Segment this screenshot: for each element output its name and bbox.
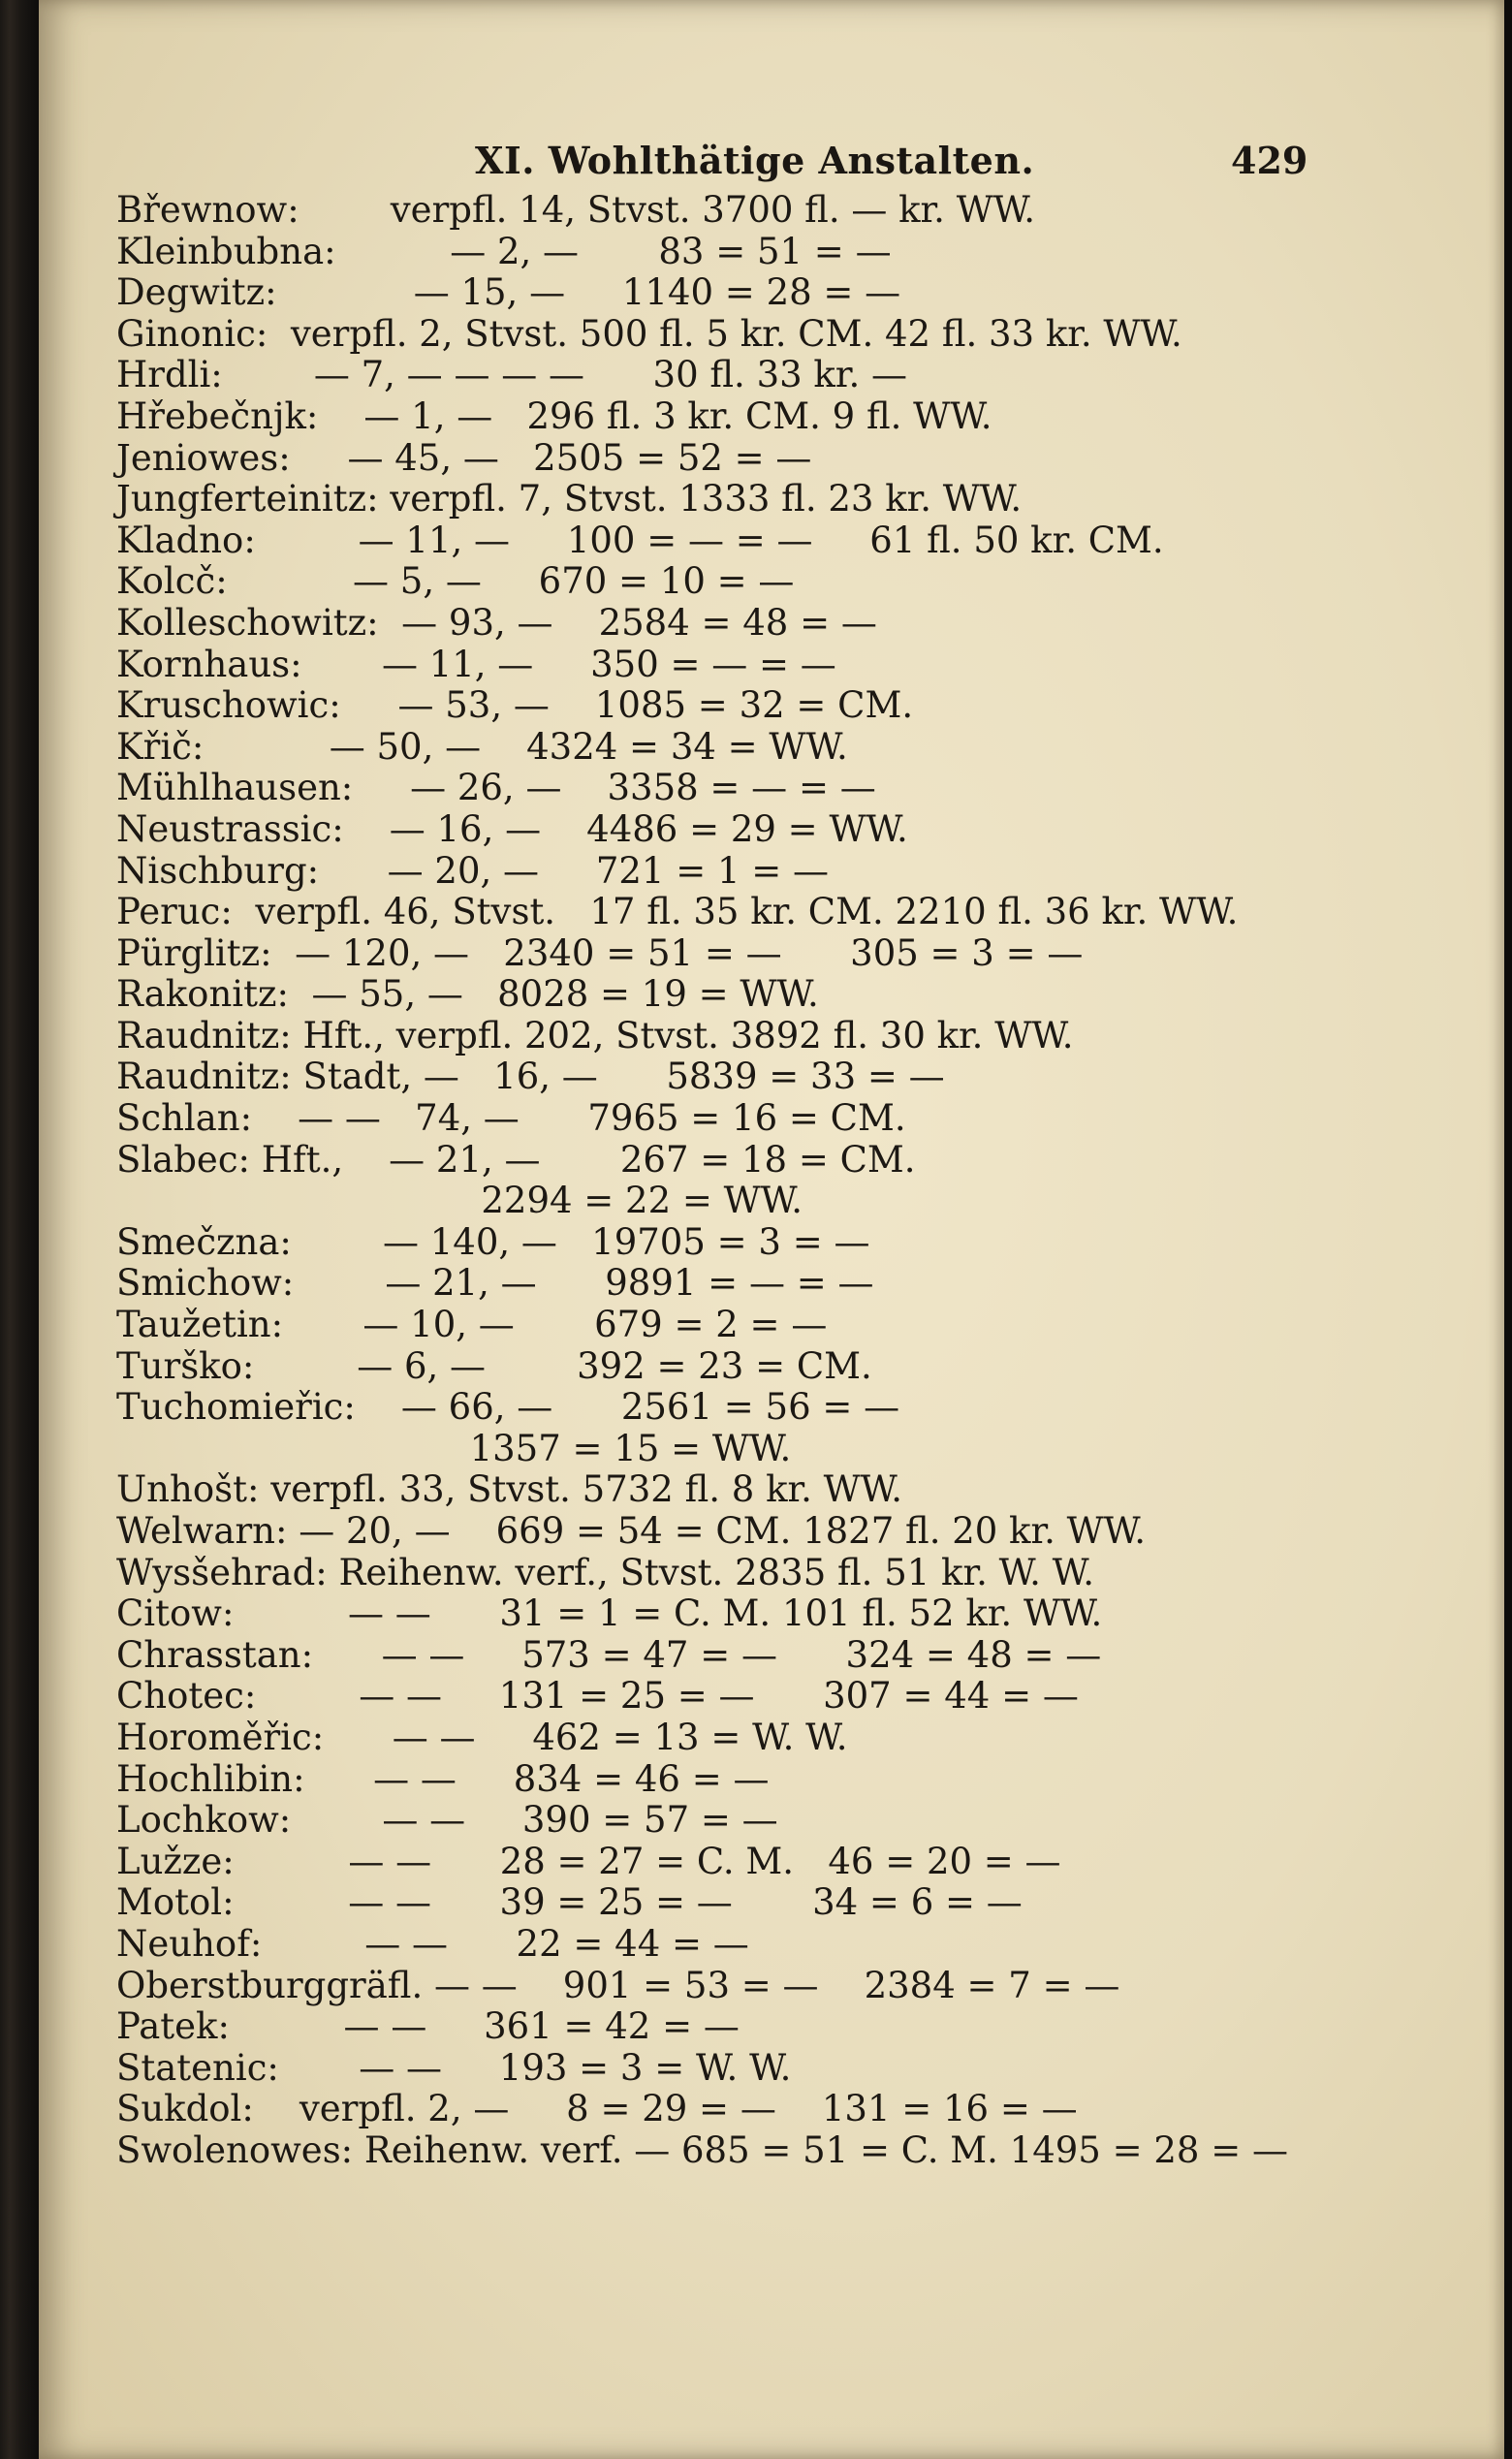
entry-line: Unhošt: verpfl. 33, Stvst. 5732 fl. 8 kr. WW. xyxy=(116,1468,903,1511)
entry-list xyxy=(116,190,1473,2172)
entry-line: Kolleschowitz: — 93, — 2584 = 48 = — xyxy=(116,601,877,644)
entry-line: Swolenowes: Reihenw. verf. — 685 = 51 = C. M. 1495 = 28 = — xyxy=(116,2128,1288,2171)
entry-line: Taužetin: — 10, — 679 = 2 = — xyxy=(116,1304,828,1346)
entry-line: Smichow: — 21, — 9891 = — = — xyxy=(116,1262,874,1305)
entry-line: Degwitz: — 15, — 1140 = 28 = — xyxy=(116,271,901,314)
entry-line: Hochlibin: — — 834 = 46 = — xyxy=(116,1757,770,1800)
entry-line: Rakonitz: — 55, — 8028 = 19 = WW. xyxy=(116,973,819,1016)
entry-line: Neuhof: — — 22 = 44 = — xyxy=(116,1922,749,1965)
entry-line: Raudnitz: Hft., verpfl. 202, Stvst. 3892 fl. 30 kr. WW. xyxy=(116,1014,1074,1056)
entry-line: Chotec: — — 131 = 25 = — 307 = 44 = — xyxy=(116,1675,1079,1718)
entry-line: 2294 = 22 = WW. xyxy=(116,1180,803,1222)
entry-line: Pürglitz: — 120, — 2340 = 51 = — 305 = 3 = — xyxy=(116,931,1084,974)
entry-line: Statenic: — — 193 = 3 = W. W. xyxy=(116,2046,792,2089)
entry-line: Raudnitz: Stadt, — 16, — 5839 = 33 = — xyxy=(116,1056,945,1098)
entry-line: Tuchomieřic: — 66, — 2561 = 56 = — xyxy=(116,1386,900,1429)
entry-line: Břewnow: verpfl. 14, Stvst. 3700 fl. — kr. WW. xyxy=(116,189,1036,231)
entry-line: Jungferteinitz: verpfl. 7, Stvst. 1333 fl. 23 kr. WW. xyxy=(116,478,1023,520)
running-title: XI. Wohlthätige Anstalten. xyxy=(475,139,1035,182)
entry-line: Motol: — — 39 = 25 = — 34 = 6 = — xyxy=(116,1881,1023,1924)
entry-line: Sukdol: verpfl. 2, — 8 = 29 = — 131 = 16 = — xyxy=(116,2088,1078,2130)
entry-line: Citow: — — 31 = 1 = C. M. 101 fl. 52 kr. WW. xyxy=(116,1592,1103,1635)
entry-line: Schlan: — — 74, — 7965 = 16 = CM. xyxy=(116,1097,906,1140)
entry-line: Hřebečnjk: — 1, — 296 fl. 3 kr. CM. 9 fl. WW. xyxy=(116,394,992,437)
entry-line: Nischburg: — 20, — 721 = 1 = — xyxy=(116,849,830,892)
entry-line: Lochkow: — — 390 = 57 = — xyxy=(116,1799,778,1842)
entry-line: Oberstburggräfl. — — 901 = 53 = — 2384 = 7 = — xyxy=(116,1964,1120,2006)
entry-line: Kruschowic: — 53, — 1085 = 32 = CM. xyxy=(116,684,914,727)
entry-line: Křič: — 50, — 4324 = 34 = WW. xyxy=(116,725,848,768)
entry-line: Slabec: Hft., — 21, — 267 = 18 = CM. xyxy=(116,1138,916,1181)
entry-line: Mühlhausen: — 26, — 3358 = — = — xyxy=(116,767,876,809)
entry-line: Kleinbubna: — 2, — 83 = 51 = — xyxy=(116,230,892,272)
page-number: 429 xyxy=(1231,139,1308,182)
book-page xyxy=(39,0,1504,2459)
entry-line: Smečzna: — 140, — 19705 = 3 = — xyxy=(116,1220,870,1263)
entry-line: Horoměřic: — — 462 = 13 = W. W. xyxy=(116,1716,848,1758)
entry-line: Wysšehrad: Reihenw. verf., Stvst. 2835 fl. 51 kr. W. W. xyxy=(116,1551,1095,1593)
entry-line: 1357 = 15 = WW. xyxy=(116,1427,792,1469)
entry-line: Turško: — 6, — 392 = 23 = CM. xyxy=(116,1344,872,1387)
entry-line: Jeniowes: — 45, — 2505 = 52 = — xyxy=(116,436,812,479)
entry-line: Peruc: verpfl. 46, Stvst. 17 fl. 35 kr. CM. 2210 fl. 36 kr. WW. xyxy=(116,891,1239,933)
entry-line: Lužze: — — 28 = 27 = C. M. 46 = 20 = — xyxy=(116,1840,1061,1882)
entry-line: Neustrassic: — 16, — 4486 = 29 = WW. xyxy=(116,807,908,850)
entry-line: Welwarn: — 20, — 669 = 54 = CM. 1827 fl. 20 kr. WW. xyxy=(116,1510,1146,1552)
entry-line: Chrasstan: — — 573 = 47 = — 324 = 48 = — xyxy=(116,1633,1102,1676)
entry-line: Patek: — — 361 = 42 = — xyxy=(116,2005,740,2048)
entry-line: Hrdli: — 7, — — — — 30 fl. 33 kr. — xyxy=(116,354,907,396)
entry-line: Kornhaus: — 11, — 350 = — = — xyxy=(116,643,836,685)
entry-line: Kladno: — 11, — 100 = — = — 61 fl. 50 kr. CM. xyxy=(116,519,1164,561)
page-header xyxy=(39,139,1504,187)
entry-line: Ginonic: verpfl. 2, Stvst. 500 fl. 5 kr. CM. 42 fl. 33 kr. WW. xyxy=(116,312,1182,355)
entry-line: Kolcč: — 5, — 670 = 10 = — xyxy=(116,560,795,603)
